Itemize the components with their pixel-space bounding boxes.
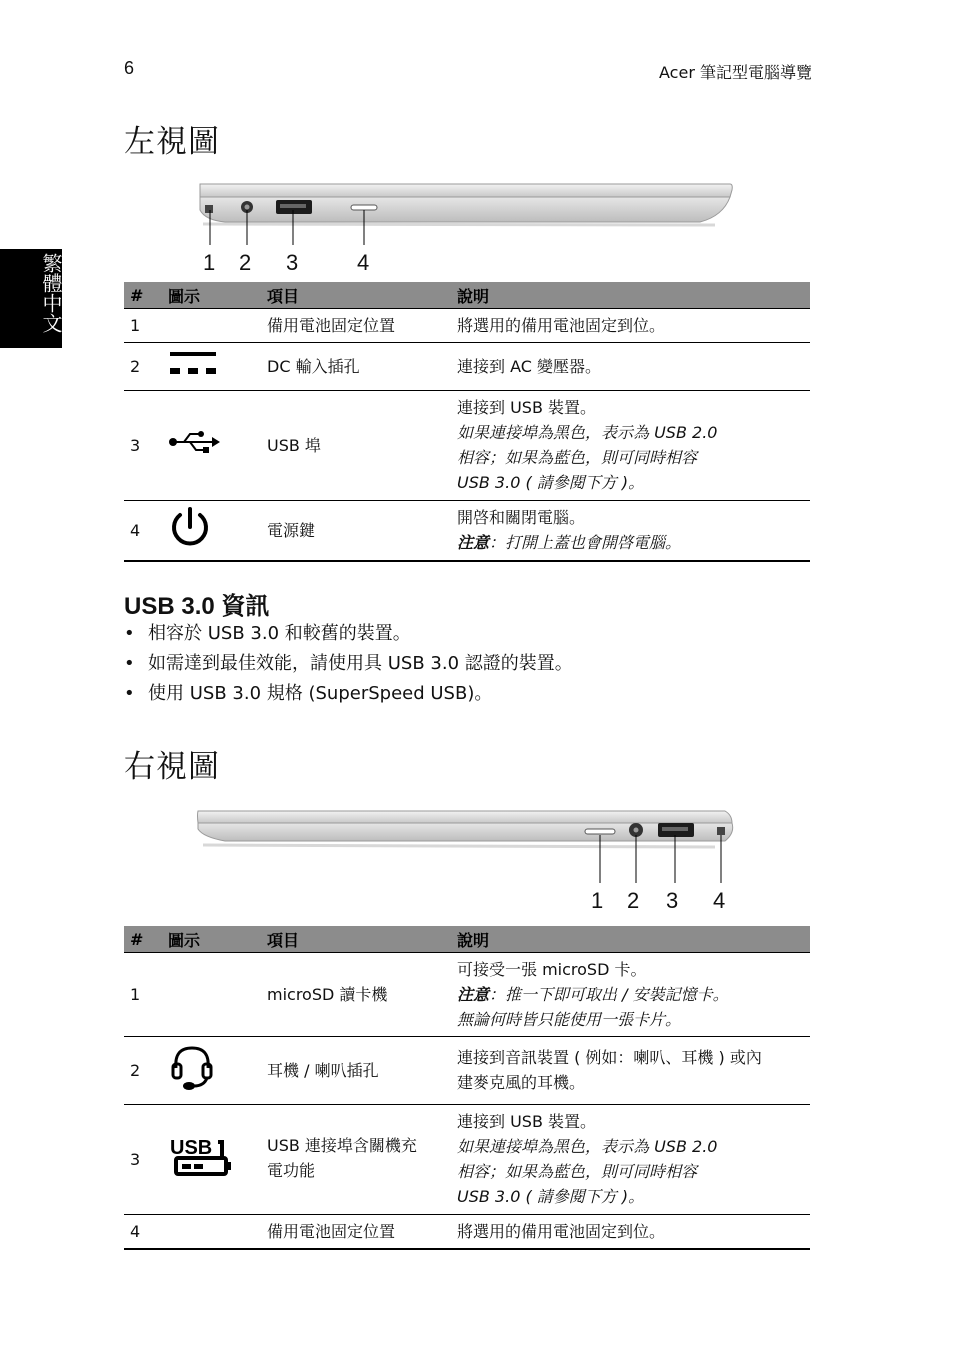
row-icon — [162, 1104, 261, 1214]
row-number: 2 — [124, 342, 162, 390]
row-number: 1 — [124, 952, 162, 1036]
table-row — [124, 1036, 810, 1104]
row-icon — [162, 390, 261, 500]
table-row — [124, 1104, 810, 1214]
page-number: 6 — [124, 58, 135, 78]
right-view-title: 右視圖 — [124, 749, 220, 785]
row-number: 3 — [124, 390, 162, 500]
item-line: 電功能 — [267, 1160, 316, 1180]
table-row — [124, 1214, 810, 1249]
list-item: • 使用 USB 3.0 規格 (SuperSpeed USB)。 — [124, 681, 573, 711]
row-icon — [162, 1214, 261, 1249]
left-callout-2: 2 — [239, 250, 252, 275]
table-row — [124, 500, 810, 561]
row-item: microSD 讀卡機 — [261, 952, 451, 1036]
right-callout-2: 2 — [627, 888, 640, 913]
description-note — [457, 530, 806, 555]
table-row — [124, 390, 810, 500]
row-description — [451, 500, 810, 561]
description-line: 連接到 USB 裝置。 — [457, 398, 597, 417]
running-header: Acer 筆記型電腦導覽 — [659, 63, 812, 82]
right-callout-3: 3 — [666, 888, 679, 913]
row-item: 備用電池固定位置 — [261, 308, 451, 342]
row-icon — [162, 342, 261, 390]
right-ports-table — [124, 926, 810, 1250]
power-icon — [166, 505, 214, 549]
row-item: USB 埠 — [261, 390, 451, 500]
col-header-number: # — [124, 282, 162, 308]
description-line: 連接到音訊裝置 ( 例如：喇叭、耳機 ) 或內 — [457, 1048, 762, 1067]
usb-charge-icon — [168, 1136, 234, 1176]
col-header-icon: 圖示 — [162, 926, 261, 952]
note-text: ：推一下即可取出 / 安裝記憶卡。 — [489, 984, 729, 1004]
col-header-number: # — [124, 926, 162, 952]
list-item: • 相容於 USB 3.0 和較舊的裝置。 — [124, 621, 573, 651]
row-description — [451, 1104, 810, 1214]
table-row — [124, 308, 810, 342]
row-item — [261, 1104, 451, 1214]
usb-info-title: USB 3.0 資訊 — [124, 593, 270, 620]
col-header-description: 說明 — [451, 926, 810, 952]
description-line: 相容；如果為藍色，則可同時相容 — [457, 1162, 698, 1181]
row-number: 3 — [124, 1104, 162, 1214]
row-number: 4 — [124, 500, 162, 561]
note-text: ：打開上蓋也會開啓電腦。 — [489, 533, 682, 552]
row-description: 連接到 AC 變壓器。 — [451, 342, 810, 390]
usb-charge-label: USB — [170, 1136, 213, 1159]
row-icon — [162, 952, 261, 1036]
dc-in-icon — [168, 348, 218, 378]
left-callout-1: 1 — [203, 250, 216, 275]
col-header-item: 項目 — [261, 282, 451, 308]
language-tab: 繁體中文 — [0, 249, 62, 348]
left-ports-table — [124, 282, 810, 562]
left-view-title: 左視圖 — [124, 124, 220, 160]
list-item: • 如需達到最佳效能，請使用具 USB 3.0 認證的裝置。 — [124, 651, 573, 681]
table-header-row — [124, 926, 810, 952]
right-callout-1: 1 — [591, 888, 604, 913]
row-icon — [162, 500, 261, 561]
left-callout-lines — [195, 205, 395, 245]
table-row — [124, 952, 810, 1036]
row-number: 2 — [124, 1036, 162, 1104]
description-line: USB 3.0 ( 請參閱下方 )。 — [457, 1187, 645, 1206]
row-number: 1 — [124, 308, 162, 342]
note-label: 注意 — [457, 984, 490, 1004]
row-number: 4 — [124, 1214, 162, 1249]
col-header-description: 說明 — [451, 282, 810, 308]
table-header-row — [124, 282, 810, 308]
usb-icon — [168, 430, 220, 454]
row-item: 耳機 / 喇叭插孔 — [261, 1036, 451, 1104]
usb-info-list — [124, 621, 573, 711]
right-callout-lines — [590, 835, 740, 885]
description-line: 相容；如果為藍色，則可同時相容 — [457, 448, 698, 467]
description-line: 連接到 USB 裝置。 — [457, 1112, 597, 1131]
row-item: 電源鍵 — [261, 500, 451, 561]
description-line: 可接受一張 microSD 卡。 — [457, 959, 647, 979]
row-icon — [162, 308, 261, 342]
description-line: 如果連接埠為黑色，表示為 USB 2.0 — [457, 423, 718, 442]
row-icon — [162, 1036, 261, 1104]
item-line: USB 連接埠含關機充 — [267, 1135, 417, 1155]
description-line: 開啓和關閉電腦。 — [457, 508, 586, 527]
headset-icon — [168, 1042, 216, 1092]
row-description — [451, 1036, 810, 1104]
right-callout-4: 4 — [713, 888, 726, 913]
row-item: 備用電池固定位置 — [261, 1214, 451, 1249]
left-callout-4: 4 — [357, 250, 370, 275]
col-header-icon: 圖示 — [162, 282, 261, 308]
description-line: 如果連接埠為黑色，表示為 USB 2.0 — [457, 1137, 718, 1156]
note-label: 注意 — [457, 533, 490, 552]
description-line: 建麥克風的耳機。 — [457, 1073, 586, 1092]
left-callout-3: 3 — [286, 250, 299, 275]
row-description — [451, 390, 810, 500]
row-item: DC 輸入插孔 — [261, 342, 451, 390]
table-row — [124, 342, 810, 390]
row-description — [451, 952, 810, 1036]
col-header-item: 項目 — [261, 926, 451, 952]
row-description: 將選用的備用電池固定到位。 — [451, 1214, 810, 1249]
description-line: 無論何時皆只能使用一張卡片。 — [457, 1009, 682, 1029]
row-description: 將選用的備用電池固定到位。 — [451, 308, 810, 342]
description-note — [457, 982, 806, 1007]
description-line: USB 3.0 ( 請參閱下方 )。 — [457, 473, 645, 492]
